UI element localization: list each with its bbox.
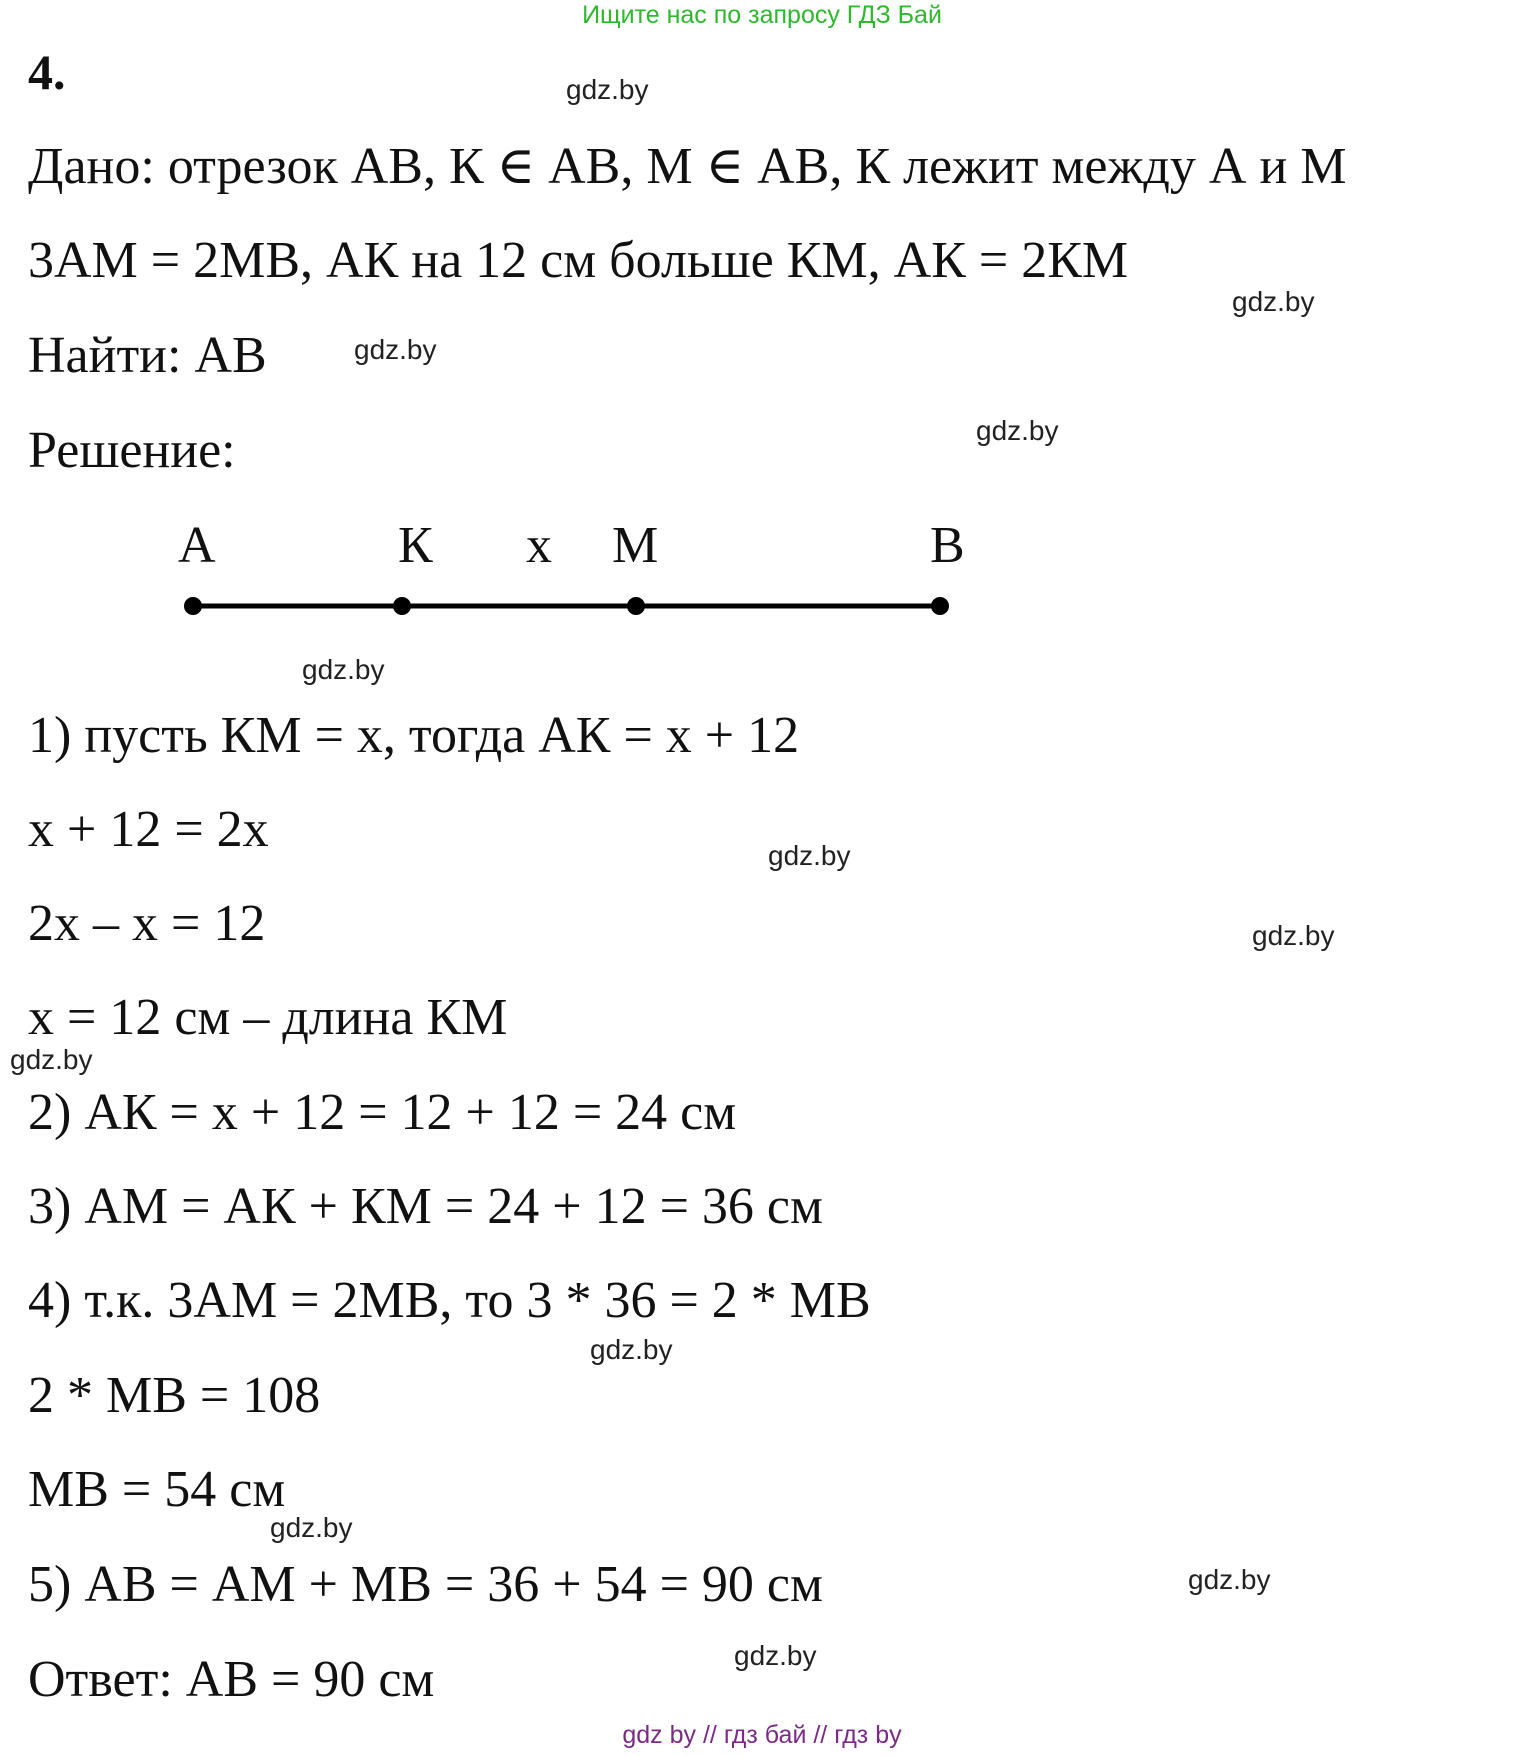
point-label-k: К (398, 517, 433, 574)
watermark: gdz.by (768, 840, 851, 871)
step-line: x = 12 см – длина КМ (28, 989, 508, 1046)
step-line: 2) АК = x + 12 = 12 + 12 = 24 см (28, 1084, 737, 1141)
point-label-b: В (930, 517, 965, 574)
watermark: gdz.by (1252, 920, 1335, 951)
point-b-dot (931, 597, 949, 615)
task-number: 4. (28, 44, 66, 100)
step-line: 3) АМ = АК + КМ = 24 + 12 = 36 см (28, 1178, 823, 1235)
step-line: 4) т.к. 3АМ = 2МВ, то 3 * 36 = 2 * МВ (28, 1272, 871, 1329)
find-line: Найти: АВ (28, 327, 267, 384)
step-line: 5) АВ = АМ + МВ = 36 + 54 = 90 см (28, 1556, 823, 1613)
watermark: gdz.by (566, 74, 649, 105)
watermark: gdz.by (1188, 1564, 1271, 1595)
solution-header: Решение: (28, 422, 236, 479)
answer-line: Ответ: АВ = 90 см (28, 1651, 435, 1708)
point-label-m: М (612, 517, 659, 574)
point-m-dot (627, 597, 645, 615)
watermark: gdz.by (734, 1640, 817, 1671)
watermark: gdz.by (590, 1334, 673, 1365)
segment-diagram (0, 500, 1524, 640)
watermark: gdz.by (302, 654, 385, 685)
step-line: 1) пусть КМ = x, тогда АК = x + 12 (28, 707, 800, 764)
step-line: x + 12 = 2x (28, 801, 269, 858)
step-line: МВ = 54 см (28, 1461, 286, 1518)
point-k-dot (393, 597, 411, 615)
given-line-2: 3АМ = 2МВ, АК на 12 см больше КМ, АК = 2КМ (28, 232, 1129, 289)
given-line-1: Дано: отрезок АВ, К ∈ АВ, М ∈ АВ, К лежит между А и М (28, 138, 1347, 195)
watermark: gdz.by (10, 1044, 93, 1075)
top-banner: Ищите нас по запросу ГДЗ Бай (582, 1, 942, 29)
watermark: gdz.by (976, 415, 1059, 446)
watermark: gdz.by (1232, 286, 1315, 317)
watermark: gdz.by (354, 334, 437, 365)
point-a-dot (184, 597, 202, 615)
watermark: gdz.by (270, 1512, 353, 1543)
step-line: 2x – x = 12 (28, 895, 266, 952)
footer-links: gdz by // гдз бай // гдз by (622, 1721, 902, 1749)
point-label-a: А (178, 517, 216, 574)
step-line: 2 * МВ = 108 (28, 1367, 321, 1424)
segment-label-x: x (526, 517, 552, 574)
